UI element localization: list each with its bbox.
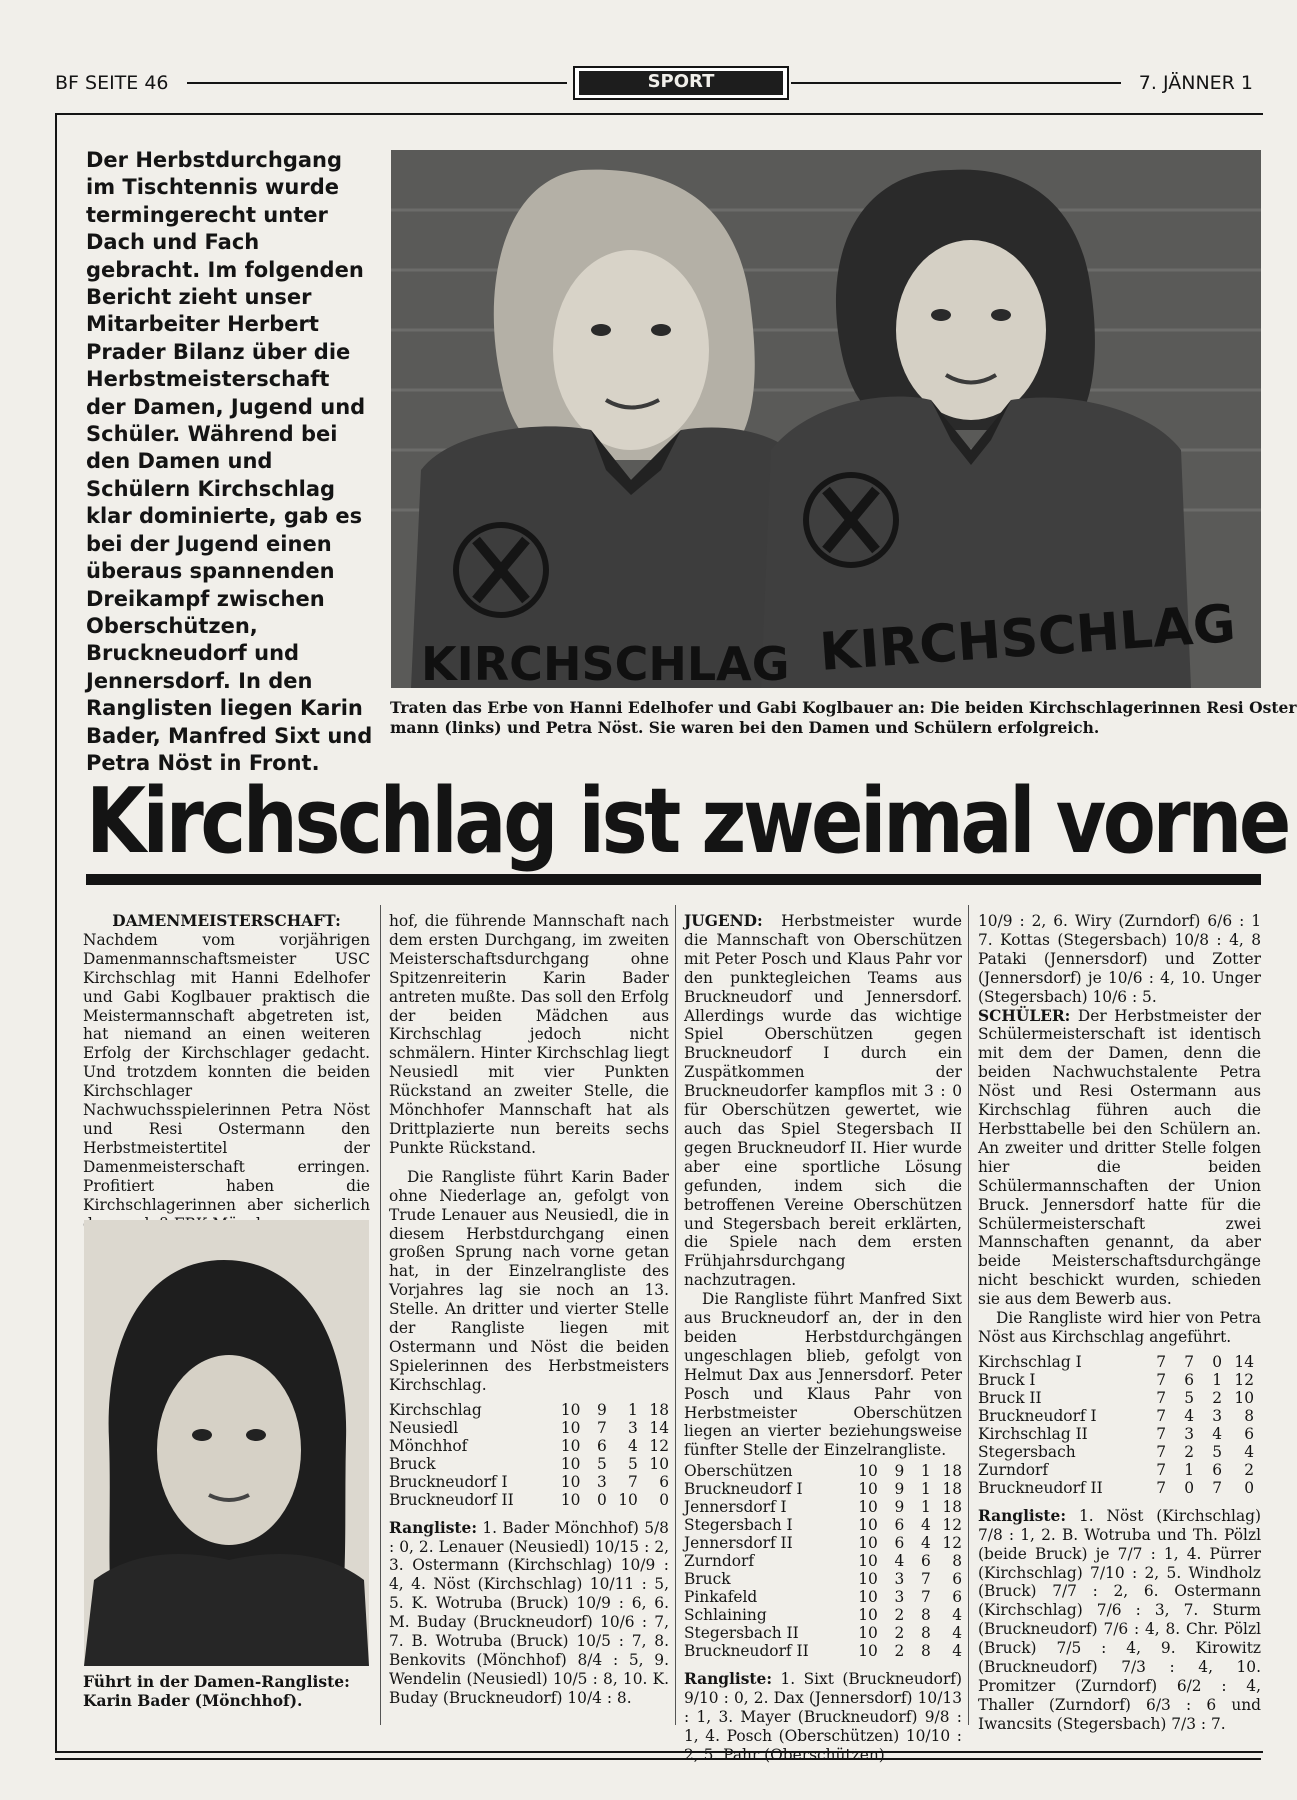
stat-cell: 0 bbox=[1212, 1352, 1222, 1371]
stat-cell: 10 bbox=[560, 1436, 581, 1455]
stat-cell: 1 bbox=[920, 1498, 931, 1517]
jugend-rangliste: 1. Sixt (Bruckneudorf) 9/10 : 0, 2. Dax (Jennersdorf) 10/13 : 1, 3. Mayer (Bruckneudorf) 9/8 : 1, 4. Posch (Oberschützen) 10/10 : 2, 5. Pahr (Oberschützen) bbox=[684, 1670, 962, 1764]
headline-rule bbox=[86, 874, 1261, 885]
stat-cell: 5 bbox=[628, 1454, 638, 1473]
stat-cell: 10 bbox=[649, 1454, 669, 1473]
stat-cell: 4 bbox=[920, 1534, 931, 1553]
column-divider-3 bbox=[968, 905, 969, 1725]
schueler-rangliste: 1. Nöst (Kirchschlag) 7/8 : 1, 2. B. Wotruba und Th. Pölzl (beide Bruck) je 7/7 : 1, 4. Pürrer (Kirchschlag) 7/10 : 2, 5. Windholz (Bruck) 7/7 : 2, 6. Ostermann (Kirchschlag) 7/6 : 3, 7. Sturm (Bruckneudorf) 7/6 : 4, 8. Chr. Pölzl (Bruck) 7/5 : 4, 9. Kirowitz (Bruckneudorf) 7/3 : 4, 10. Promitzer (Zurndorf) 6/2 : 4, Thaller (Zurndorf) 6/3 : 6 und Iwancsits (Stegersbach) 7/3 : 7. bbox=[978, 1506, 1261, 1733]
table-row bbox=[389, 1491, 669, 1509]
header-rule-left bbox=[187, 82, 567, 84]
table-row bbox=[389, 1455, 669, 1473]
schueler-table bbox=[978, 1353, 1254, 1497]
stat-cell: 10 bbox=[560, 1454, 581, 1473]
jugend-table bbox=[684, 1462, 962, 1660]
stat-cell: 10 bbox=[858, 1534, 878, 1553]
stat-cell: 6 bbox=[894, 1534, 905, 1553]
stat-cell: 10 bbox=[1234, 1388, 1254, 1407]
stat-cell: 7 bbox=[1212, 1478, 1222, 1497]
section-label-jugend: JUGEND: bbox=[684, 912, 763, 930]
table-row bbox=[684, 1570, 962, 1588]
intro-text: Der Herbstdurchgang im Tischtennis wurde termingerecht unter Dach und Fach gebracht. Im folgenden Bericht zieht unser Mitarbeiter Herbert Prader Bilanz über die Herbstmeisterschaft der Damen, Jugend und Schüler. Während bei den Damen und Schülern Kirchschlag klar dominierte, gab es bei der Jugend einen überaus spannenden Dreikampf zwischen Oberschützen, Bruckneudorf und Jennersdorf. In den Ranglisten liegen Karin Bader, Manfred Sixt und Petra Nöst in Front. bbox=[86, 148, 373, 775]
stat-cell: 1 bbox=[1212, 1370, 1222, 1389]
stat-cell: 7 bbox=[1156, 1442, 1166, 1461]
table-row bbox=[684, 1588, 962, 1606]
column-divider-2 bbox=[675, 905, 676, 1725]
jugend-text: Herbstmeister wurde die Mannschaft von Oberschützen mit Peter Posch und Klaus Pahr vor den punktegleichen Teams aus Bruckneudorf und Jennersdorf. Allerdings wurde das wichtige Spiel Oberschützen gegen Bruckneudorf I durch ein Zuspätkommen der Bruckneudorfer kampflos mit 3 : 0 für Oberschützen gewertet, wie auch das Spiel Stegersbach II gegen Bruckneudorf II. Hier wurde aber eine sportliche Lösung gefunden, indem sich die betroffenen Vereine Oberschützen und Stegersbach bereit erklärten, die Spiele nach dem ersten Frühjahrsdurchgang nachzutragen. bbox=[684, 912, 962, 1290]
stat-cell: 14 bbox=[649, 1418, 669, 1437]
stat-cell: 7 bbox=[1156, 1406, 1166, 1425]
stat-cell: 2 bbox=[1212, 1388, 1222, 1407]
stat-cell: 10 bbox=[858, 1606, 878, 1625]
table-row bbox=[978, 1443, 1254, 1461]
section-label: SPORT bbox=[579, 71, 783, 95]
stat-cell: 10 bbox=[858, 1552, 878, 1571]
team-name: Bruck I bbox=[978, 1370, 1036, 1389]
team-photo-caption-line-2: mann (links) und Petra Nöst. Sie waren bei den Damen und Schülern erfolgreich. bbox=[390, 718, 1100, 737]
team-name: Bruck II bbox=[978, 1388, 1042, 1407]
stat-cell: 0 bbox=[1244, 1478, 1254, 1497]
stat-cell: 4 bbox=[1244, 1442, 1254, 1461]
team-name: Bruckneudorf I bbox=[684, 1480, 803, 1499]
section-label-schueler: SCHÜLER: bbox=[978, 1006, 1071, 1025]
stat-cell: 9 bbox=[894, 1462, 905, 1481]
stat-cell: 0 bbox=[596, 1490, 607, 1509]
table-row bbox=[978, 1371, 1254, 1389]
table-row bbox=[684, 1624, 962, 1642]
team-photo bbox=[391, 150, 1261, 691]
stat-cell: 4 bbox=[920, 1516, 931, 1535]
table-row bbox=[978, 1407, 1254, 1425]
stat-cell: 7 bbox=[920, 1588, 931, 1607]
shirt-text-left: KIRCHSCHLAG bbox=[421, 637, 790, 691]
team-photo-caption-line-1: Traten das Erbe von Hanni Edelhofer und Gabi Koglbauer an: Die beiden Kirchschlagerinnen Resi Oster bbox=[390, 698, 1297, 717]
portrait-photo-graphic bbox=[84, 1220, 369, 1666]
table-row bbox=[389, 1419, 669, 1437]
issue-date: 7. JÄNNER 1 bbox=[1138, 72, 1253, 94]
table-row bbox=[684, 1462, 962, 1480]
stat-cell: 3 bbox=[1184, 1424, 1194, 1443]
stat-cell: 6 bbox=[1244, 1424, 1254, 1443]
jugend-rangliste-intro: Die Rangliste führt Manfred Sixt aus Bruckneudorf an, der in den beiden Herbstdurchgängen ungeschlagen blieb, gefolgt von Helmut Dax aus Jennersdorf. Peter Posch und Klaus Pahr von Herbstmeister Oberschützen liegen an vierter beziehungsweise fünfter Stelle der Einzelrangliste. bbox=[684, 1290, 962, 1460]
stat-cell: 6 bbox=[596, 1436, 607, 1455]
header-rule-right bbox=[791, 82, 1121, 84]
stat-cell: 3 bbox=[894, 1570, 905, 1589]
damen-rangliste-intro: Die Rangliste führt Karin Bader ohne Niederlage an, gefolgt von Trude Lenauer aus Neusiedl, die in diesem Herbstdurchgang einen großen Sprung nach vorne getan hat, in der Einzelrangliste des Vorjahres lag sie noch an 13. Stelle. An dritter und vierter Stelle der Rangliste liegen mit Ostermann und Nöst die beiden Spielerinnen des Herbstmeisters Kirchschlag. bbox=[389, 1167, 669, 1394]
table-row bbox=[978, 1461, 1254, 1479]
stat-cell: 1 bbox=[920, 1462, 931, 1481]
table-row bbox=[389, 1401, 669, 1419]
team-name: Bruck bbox=[684, 1570, 731, 1589]
damen-table bbox=[389, 1401, 669, 1509]
stat-cell: 10 bbox=[858, 1516, 878, 1535]
article-frame-bottom-rule bbox=[55, 1758, 1261, 1760]
jugend-rangliste-continued: 10/9 : 2, 6. Wiry (Zurndorf) 6/6 : 1 7. Kottas (Stegersbach) 10/8 : 4, 8 Pataki (Jennersdorf) und Zotter (Jennersdorf) je 10/6 : 4, 10. Unger (Stegersbach) 10/6 : 5. bbox=[978, 912, 1261, 1006]
team-name: Oberschützen bbox=[684, 1462, 793, 1481]
team-name: Bruckneudorf II bbox=[978, 1478, 1103, 1497]
damen-text-continued: hof, die führende Mannschaft nach dem ersten Durchgang, im zweiten Meisterschaftsdurchgang ohne Spitzenreiterin Karin Bader antreten mußte. Das soll den Erfolg der beiden Mädchen aus Kirchschlag jedoch nicht schmälern. Hinter Kirchschlag liegt Neusiedl mit vier Punkten Rückstand an zweiter Stelle, die Mönchhofer Mannschaft hat als Drittplazierte nun bereits sechs Punkte Rückstand. bbox=[389, 912, 669, 1157]
stat-cell: 14 bbox=[1234, 1352, 1254, 1371]
team-name: Pinkafeld bbox=[684, 1588, 758, 1607]
stat-cell: 5 bbox=[1212, 1442, 1222, 1461]
stat-cell: 2 bbox=[1244, 1460, 1254, 1479]
stat-cell: 10 bbox=[560, 1472, 581, 1491]
team-photo-graphic bbox=[391, 150, 1261, 691]
stat-cell: 4 bbox=[628, 1436, 638, 1455]
stat-cell: 4 bbox=[952, 1624, 962, 1643]
table-row bbox=[684, 1552, 962, 1570]
team-name: Mönchhof bbox=[389, 1436, 468, 1455]
portrait-caption: Führt in der Damen-Rangliste: Karin Bader (Mönchhof). bbox=[83, 1672, 350, 1710]
stat-cell: 7 bbox=[1156, 1388, 1166, 1407]
team-name: Stegersbach I bbox=[684, 1516, 793, 1535]
stat-cell: 8 bbox=[920, 1624, 931, 1643]
table-row bbox=[684, 1534, 962, 1552]
schueler-rangliste-label: Rangliste: bbox=[978, 1506, 1067, 1525]
stat-cell: 9 bbox=[596, 1400, 607, 1419]
stat-cell: 6 bbox=[894, 1516, 905, 1535]
stat-cell: 7 bbox=[1156, 1460, 1166, 1479]
stat-cell: 2 bbox=[894, 1606, 905, 1625]
table-row bbox=[389, 1437, 669, 1455]
stat-cell: 1 bbox=[628, 1400, 638, 1419]
stat-cell: 9 bbox=[894, 1480, 905, 1499]
damen-rangliste: 1. Bader Mönchhof) 5/8 : 0, 2. Lenauer (Neusiedl) 10/15 : 2, 3. Ostermann (Kirchschlag) 10/9 : 4, 4. Nöst (Kirchschlag) 10/11 : 5, 5. K. Wotruba (Bruck) 10/9 : 6, 6. M. Buday (Bruckneudorf) 10/6 : 7, 7. B. Wotruba (Bruck) 10/5 : 7, 8. Benkovits (Mönchhof) 8/4 : 5, 9. Wendelin (Neusiedl) 10/5 : 8, 10. K. Buday (Bruckneudorf) 10/4 : 8. bbox=[389, 1518, 669, 1707]
stat-cell: 18 bbox=[942, 1462, 962, 1481]
team-name: Jennersdorf I bbox=[684, 1498, 787, 1517]
stat-cell: 18 bbox=[942, 1480, 962, 1499]
table-row bbox=[684, 1606, 962, 1624]
section-label-box bbox=[573, 66, 789, 100]
team-name: Neusiedl bbox=[389, 1418, 459, 1437]
stat-cell: 1 bbox=[920, 1480, 931, 1499]
stat-cell: 10 bbox=[560, 1400, 581, 1419]
team-name: Kirchschlag I bbox=[978, 1352, 1082, 1371]
team-name: Zurndorf bbox=[978, 1460, 1049, 1479]
table-row bbox=[684, 1642, 962, 1660]
jugend-rangliste-label: Rangliste: bbox=[684, 1670, 773, 1689]
stat-cell: 7 bbox=[1184, 1352, 1194, 1371]
stat-cell: 3 bbox=[596, 1472, 607, 1491]
stat-cell: 4 bbox=[894, 1552, 905, 1571]
stat-cell: 7 bbox=[1156, 1370, 1166, 1389]
team-name: Bruckneudorf II bbox=[684, 1642, 809, 1661]
stat-cell: 0 bbox=[1184, 1478, 1194, 1497]
stat-cell: 12 bbox=[942, 1516, 962, 1535]
stat-cell: 4 bbox=[1212, 1424, 1222, 1443]
stat-cell: 6 bbox=[1212, 1460, 1222, 1479]
stat-cell: 10 bbox=[858, 1624, 878, 1643]
stat-cell: 18 bbox=[942, 1498, 962, 1517]
team-name: Bruckneudorf II bbox=[389, 1490, 514, 1509]
stat-cell: 6 bbox=[1184, 1370, 1194, 1389]
column-divider-1 bbox=[380, 905, 381, 1725]
stat-cell: 3 bbox=[1212, 1406, 1222, 1425]
section-label-damen: DAMENMEISTERSCHAFT: bbox=[112, 912, 341, 930]
table-row bbox=[978, 1479, 1254, 1497]
stat-cell: 0 bbox=[659, 1490, 669, 1509]
stat-cell: 7 bbox=[1156, 1478, 1166, 1497]
stat-cell: 12 bbox=[1234, 1370, 1254, 1389]
stat-cell: 2 bbox=[894, 1624, 905, 1643]
team-name: Stegersbach II bbox=[684, 1624, 799, 1643]
table-row bbox=[978, 1389, 1254, 1407]
stat-cell: 7 bbox=[628, 1472, 638, 1491]
stat-cell: 10 bbox=[858, 1642, 878, 1661]
stat-cell: 10 bbox=[858, 1588, 878, 1607]
column-damen bbox=[83, 912, 370, 1233]
portrait-photo bbox=[84, 1220, 369, 1666]
damen-text: Nachdem vom vorjährigen Damenmannschaftsmeister USC Kirchschlag mit Hanni Edelhofer und Gabi Koglbauer praktisch die Meistermannschaft abgetreten ist, hat niemand an einen weiteren Erfolg der Kirchschlager gedacht. Und trotzdem konnten die beiden Kirchschlager Nachwuchsspielerinnen Petra Nöst und Resi Ostermann den Herbstmeistertitel der Damenmeisterschaft erringen. Profitiert haben die Kirchschlagerinnen aber sicherlich bbox=[83, 930, 370, 1214]
team-name: Bruckneudorf I bbox=[978, 1406, 1097, 1425]
table-row bbox=[684, 1480, 962, 1498]
team-name: Stegersbach bbox=[978, 1442, 1076, 1461]
stat-cell: 8 bbox=[1244, 1406, 1254, 1425]
page-number: BF SEITE 46 bbox=[55, 72, 169, 94]
stat-cell: 10 bbox=[858, 1480, 878, 1499]
stat-cell: 12 bbox=[942, 1534, 962, 1553]
stat-cell: 6 bbox=[920, 1552, 931, 1571]
table-row bbox=[684, 1516, 962, 1534]
stat-cell: 8 bbox=[952, 1552, 962, 1571]
schueler-text: Der Herbstmeister der Schülermeisterschaft ist identisch mit dem der Damen, denn die beiden Nachwuchstalente Petra Nöst und Resi Ostermann aus Kirchschlag führen auch die Herbsttabelle bei den Schülern an. An zweiter und dritter Stelle folgen hier die beiden Schülermannschaften der Union Bruck. Jennersdorf hatte für die Schülermeisterschaft zwei Mannschaften genannt, da aber beide Meisterschaftsdurchgänge nicht beschickt wurden, schieden sie aus dem Bewerb aus. bbox=[978, 1006, 1261, 1309]
stat-cell: 10 bbox=[618, 1490, 638, 1509]
team-name: Kirchschlag bbox=[389, 1400, 482, 1419]
stat-cell: 2 bbox=[1184, 1442, 1194, 1461]
team-name: Jennersdorf II bbox=[684, 1534, 793, 1553]
stat-cell: 7 bbox=[1156, 1424, 1166, 1443]
stat-cell: 2 bbox=[894, 1642, 905, 1661]
headline: Kirchschlag ist zweimal vorne bbox=[86, 769, 1288, 874]
stat-cell: 8 bbox=[920, 1642, 931, 1661]
stat-cell: 6 bbox=[659, 1472, 669, 1491]
stat-cell: 5 bbox=[596, 1454, 607, 1473]
stat-cell: 4 bbox=[952, 1642, 962, 1661]
column-jugend bbox=[684, 912, 962, 1765]
stat-cell: 3 bbox=[894, 1588, 905, 1607]
stat-cell: 3 bbox=[628, 1418, 638, 1437]
stat-cell: 4 bbox=[952, 1606, 962, 1625]
stat-cell: 18 bbox=[649, 1400, 669, 1419]
stat-cell: 10 bbox=[858, 1498, 878, 1517]
stat-cell: 10 bbox=[858, 1462, 878, 1481]
table-row bbox=[684, 1498, 962, 1516]
team-name: Bruck bbox=[389, 1454, 436, 1473]
stat-cell: 7 bbox=[920, 1570, 931, 1589]
table-row bbox=[978, 1425, 1254, 1443]
stat-cell: 9 bbox=[894, 1498, 905, 1517]
stat-cell: 7 bbox=[1156, 1352, 1166, 1371]
stat-cell: 10 bbox=[560, 1490, 581, 1509]
stat-cell: 6 bbox=[952, 1570, 962, 1589]
team-name: Kirchschlag II bbox=[978, 1424, 1088, 1443]
table-row bbox=[389, 1473, 669, 1491]
stat-cell: 4 bbox=[1184, 1406, 1194, 1425]
shirt-text-right: KIRCHSCHLAG bbox=[817, 594, 1238, 683]
stat-cell: 8 bbox=[920, 1606, 931, 1625]
stat-cell: 10 bbox=[560, 1418, 581, 1437]
team-name: Bruckneudorf I bbox=[389, 1472, 508, 1491]
stat-cell: 6 bbox=[952, 1588, 962, 1607]
stat-cell: 10 bbox=[858, 1570, 878, 1589]
stat-cell: 7 bbox=[596, 1418, 607, 1437]
stat-cell: 1 bbox=[1184, 1460, 1194, 1479]
stat-cell: 12 bbox=[649, 1436, 669, 1455]
stat-cell: 5 bbox=[1184, 1388, 1194, 1407]
team-name: Schlaining bbox=[684, 1606, 767, 1625]
team-name: Zurndorf bbox=[684, 1552, 755, 1571]
damen-rangliste-label: Rangliste: bbox=[389, 1518, 478, 1537]
table-row bbox=[978, 1353, 1254, 1371]
team-photo-caption bbox=[390, 698, 1297, 738]
column-schueler bbox=[978, 912, 1261, 1734]
schueler-rangliste-intro: Die Rangliste wird hier von Petra Nöst aus Kirchschlag angeführt. bbox=[978, 1309, 1261, 1346]
column-damen-continued bbox=[389, 912, 669, 1708]
